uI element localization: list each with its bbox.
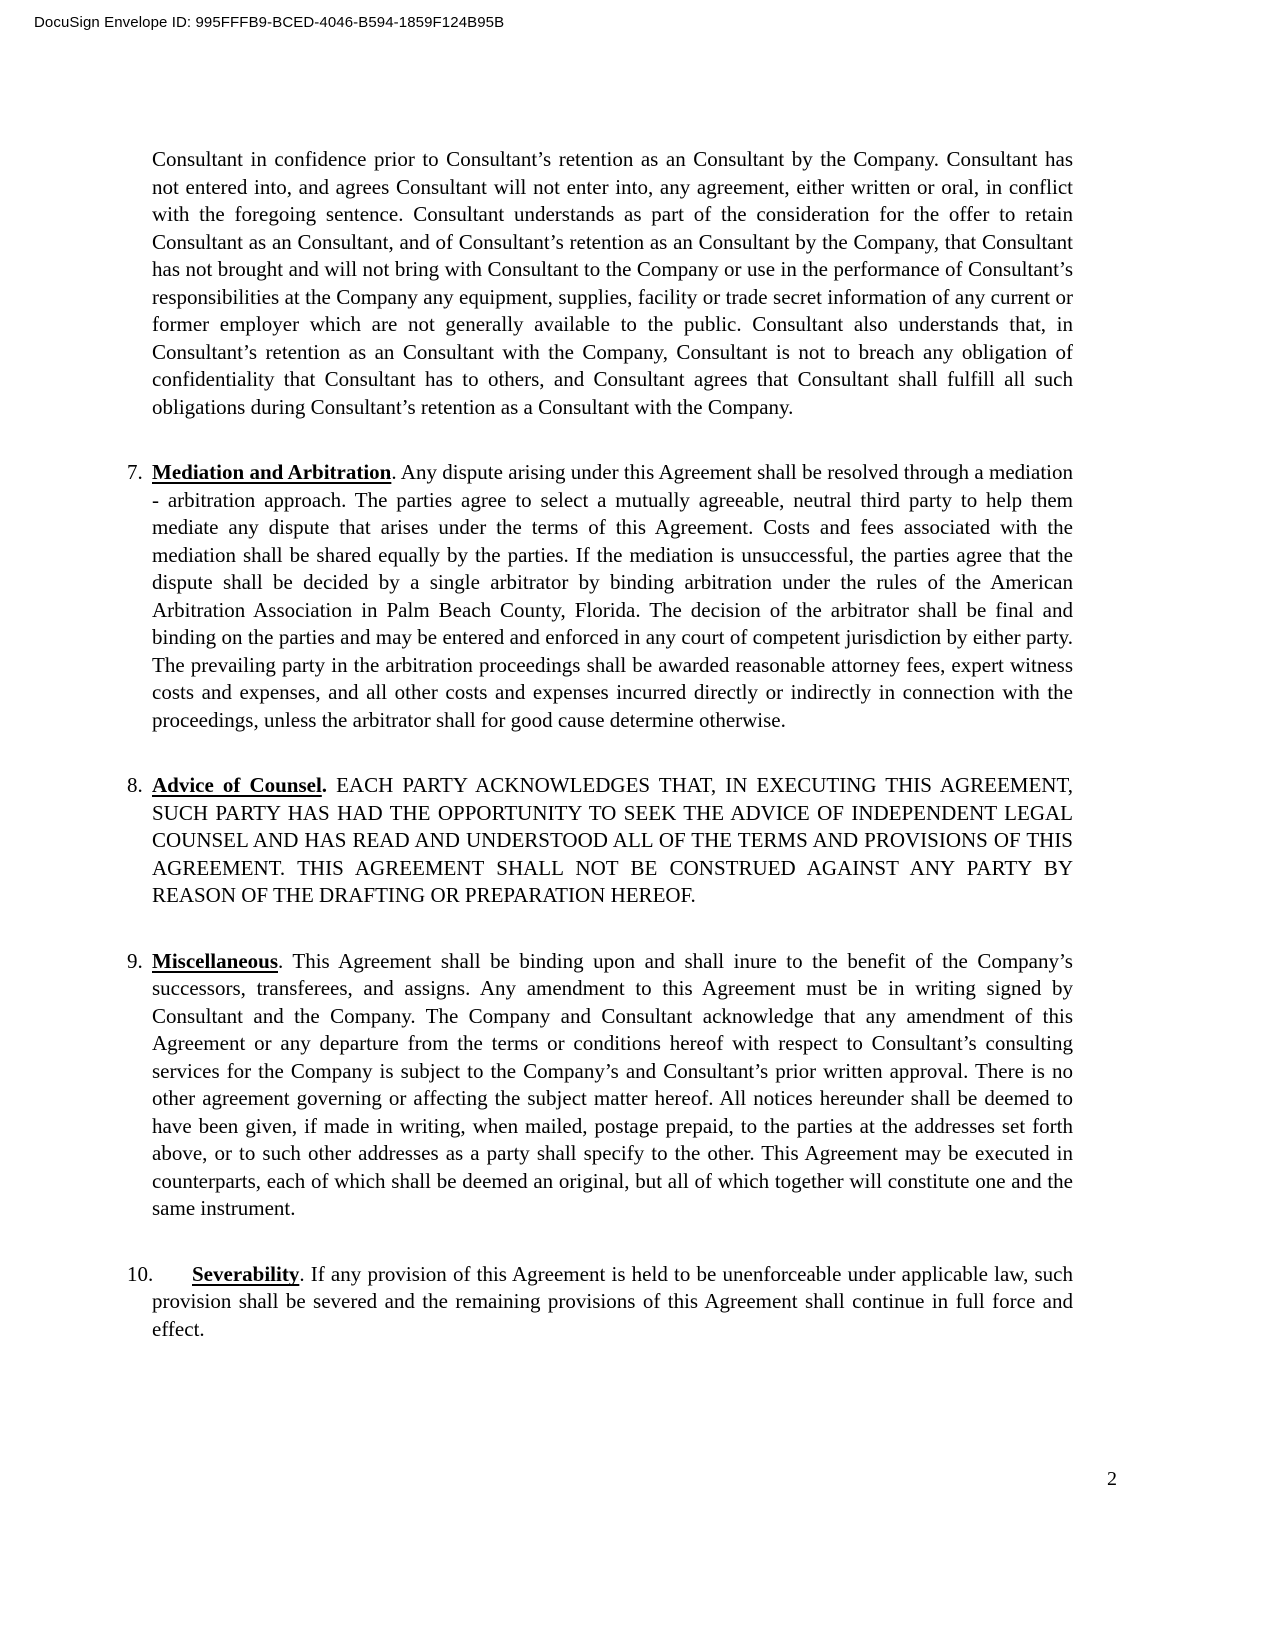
section-8-heading-period: .	[321, 773, 328, 797]
section-7-number: 7.	[127, 460, 143, 484]
section-7-body: Any dispute arising under this Agreement shall be resolved through a mediation - arbitration approach. The parties agree to select a mutually agreeable, neutral third party to help them mediate any dispute that arises under the terms of this Agreement. Costs and fees associated with the mediation shall be shared equally by the parties. If the mediation is unsuccessful, the parties agree that the dispute shall be decided by a single arbitrator by binding arbitration under the rules of the American Arbitration Association in Palm Beach County, Florida. The decision of the arbitrator shall be final and binding on the parties and may be entered and enforced in any court of competent jurisdiction by either party. The prevailing party in the arbitration proceedings shall be awarded reasonable attorney fees, expert witness costs and expenses, and all other costs and expenses incurred directly or indirectly in connection with the proceedings, unless the arbitrator shall for good cause determine otherwise.	[152, 460, 1074, 732]
section-10-heading: Severability	[192, 1261, 300, 1286]
section-9-body: This Agreement shall be binding upon and shall inure to the benefit of the Company’s successors, transferees, and assigns. Any amendment to this Agreement must be in writing signed by Consultant and the Company. The Company and Consultant acknowledge that any amendment of this Agreement or any departure from the terms or conditions hereof with respect to Consultant’s consulting services for the Company is subject to the Company’s and Consultant’s prior written approval. There is no other agreement governing or affecting the subject matter hereof. All notices hereunder shall be deemed to have been given, if made in writing, when mailed, postage prepaid, to the parties at the addresses set forth above, or to such other addresses as a party shall specify to the other. This Agreement may be executed in counterparts, each of which shall be deemed an original, but all of which together will constitute one and the same instrument.	[152, 948, 1073, 1220]
section-10-number: 10.	[127, 1261, 154, 1286]
section-8-number: 8.	[127, 773, 143, 797]
docusign-envelope-id: DocuSign Envelope ID: 995FFFB9-BCED-4046-B594-1859F124B95B	[34, 14, 505, 31]
document-body	[127, 146, 1074, 1343]
section-7	[127, 459, 1074, 734]
section-7-heading-period: .	[391, 460, 397, 484]
section-8-heading: Advice of Counsel	[152, 773, 322, 797]
section-8-body: EACH PARTY ACKNOWLEDGES THAT, IN EXECUTING THIS AGREEMENT, SUCH PARTY HAS HAD THE OPPORTUNITY TO SEEK THE ADVICE OF INDEPENDENT LEGAL COUNSEL AND HAS READ AND UNDERSTOOD ALL OF THE TERMS AND PROVISIONS OF THIS AGREEMENT. THIS AGREEMENT SHALL NOT BE CONSTRUED AGAINST ANY PARTY BY REASON OF THE DRAFTING OR PREPARATION HEREOF.	[152, 773, 1073, 907]
section-7-heading: Mediation and Arbitration	[152, 460, 392, 484]
section-9-number: 9.	[127, 948, 143, 973]
section-8	[127, 772, 1073, 910]
section-9	[127, 948, 1073, 1223]
section-10-heading-period: .	[299, 1261, 305, 1286]
continuation-paragraph: Consultant in confidence prior to Consultant’s retention as an Consultant by the Company. Consultant has not entered into, and agrees Consultant will not enter into, any agreement, either written or oral, in conflict with the foregoing sentence. Consultant understands as part of the consideration for the offer to retain Consultant as an Consultant, and of Consultant’s retention as an Consultant by the Company, that Consultant has not brought and will not bring with Consultant to the Company or use in the performance of Consultant’s responsibilities at the Company any equipment, supplies, facility or trade secret information of any current or former employer which are not generally available to the public. Consultant also understands that, in Consultant’s retention as an Consultant with the Company, Consultant is not to breach any obligation of confidentiality that Consultant has to others, and Consultant agrees that Consultant shall fulfill all such obligations during Consultant’s retention as a Consultant with the Company.	[152, 147, 1073, 419]
section-9-heading: Miscellaneous	[152, 948, 278, 973]
section-10-body: If any provision of this Agreement is held to be unenforceable under applicable law, such provision shall be severed and the remaining provisions of this Agreement shall continue in full force and effect.	[152, 1261, 1073, 1341]
section-10	[127, 1261, 1073, 1344]
page-number: 2	[1107, 1468, 1117, 1490]
section-9-heading-period: .	[278, 948, 284, 973]
